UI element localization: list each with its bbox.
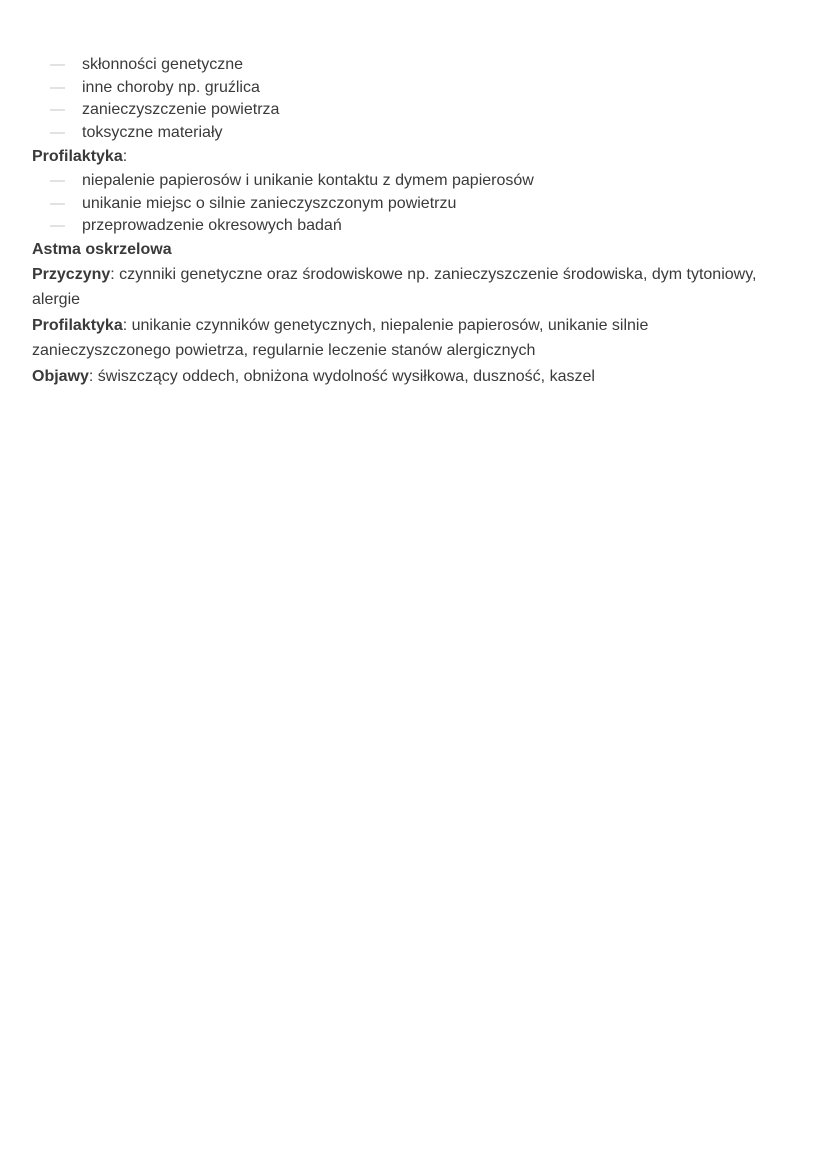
- list-item-text: przeprowadzenie okresowych badań: [82, 217, 342, 234]
- risk-factors-list: [32, 54, 772, 144]
- list-item: [32, 77, 772, 100]
- symptoms-paragraph: [32, 364, 772, 390]
- list-item: [32, 170, 772, 193]
- causes-label: Przyczyny: [32, 265, 111, 283]
- dash-bullet-icon: —: [50, 194, 65, 212]
- list-item: [32, 54, 772, 77]
- prevention-heading-label: Profilaktyka: [32, 148, 123, 165]
- dash-bullet-icon: —: [50, 172, 65, 189]
- list-item-text: skłonności genetyczne: [82, 56, 243, 73]
- dash-bullet-icon: —: [50, 123, 65, 141]
- document-page: [32, 54, 772, 389]
- dash-bullet-icon: —: [50, 217, 65, 234]
- causes-text: : czynniki genetyczne oraz środowiskowe np. zanieczyszczenie środowiska, dym tytoniowy, alergie: [32, 265, 757, 308]
- list-item: [32, 99, 772, 122]
- symptoms-text: : świszczący oddech, obniżona wydolność wysiłkowa, duszność, kaszel: [88, 367, 595, 385]
- prevention-label: Profilaktyka: [32, 316, 123, 334]
- prevention-list: [32, 170, 772, 238]
- list-item: [32, 193, 772, 216]
- symptoms-label: Objawy: [32, 367, 89, 385]
- list-item-text: zanieczyszczenie powietrza: [82, 101, 280, 118]
- dash-bullet-icon: —: [50, 56, 65, 73]
- causes-paragraph: [32, 262, 772, 313]
- list-item: [32, 215, 772, 238]
- list-item-text: toksyczne materiały: [82, 123, 223, 141]
- dash-bullet-icon: —: [50, 78, 65, 96]
- section-title: Astma oskrzelowa: [32, 240, 172, 258]
- dash-bullet-icon: —: [50, 101, 65, 118]
- prevention-heading-colon: :: [122, 148, 128, 165]
- list-item: [32, 122, 772, 145]
- list-item-text: inne choroby np. gruźlica: [82, 78, 260, 96]
- list-item-text: niepalenie papierosów i unikanie kontaktu z dymem papierosów: [82, 172, 534, 189]
- prevention-paragraph: [32, 313, 772, 364]
- list-item-text: unikanie miejsc o silnie zanieczyszczonym powietrzu: [82, 194, 457, 212]
- prevention-heading: [32, 144, 772, 170]
- prevention-text: : unikanie czynników genetycznych, niepalenie papierosów, unikanie silnie zanieczyszczonego powietrza, regularnie leczenie stanów alergicznych: [32, 316, 649, 359]
